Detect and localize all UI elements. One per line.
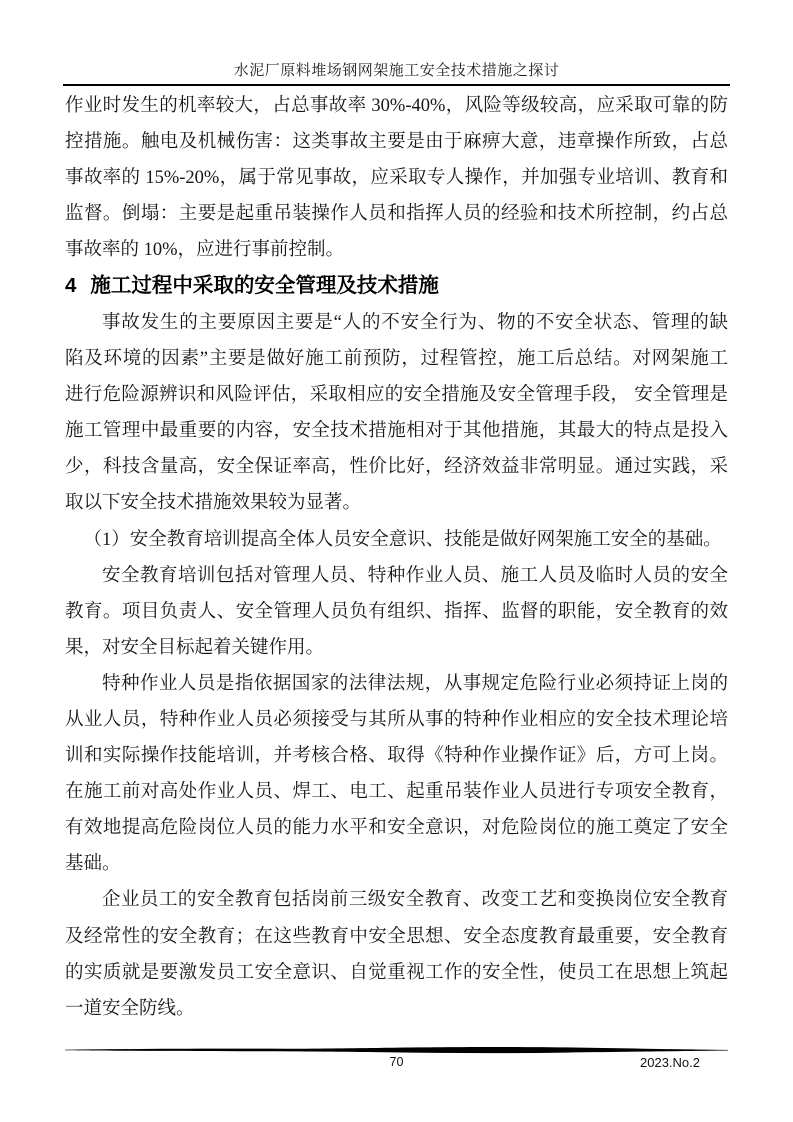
paragraph-line: 事故发生的主要原因主要是“人的不安全行为、物的不安全状态、管理的缺 [102,312,728,333]
section-heading [65,268,728,305]
paragraph-line: 少，科技含量高，安全保证率高，性价比好，经济效益非常明显。通过实践，采 [65,457,728,478]
heading-number: 4 [65,274,77,298]
paragraph-line: 事故率的 15%-20%，属于常见事故，应采取专人操作，并加强专业培训、教育和 [65,168,728,189]
paragraph-line: 事故率的 10%，应进行事前控制。 [65,240,345,261]
running-title: 水泥厂原料堆场钢网架施工安全技术措施之探讨 [233,63,560,79]
heading-text: 施工过程中采取的安全管理及技术措施 [90,274,439,298]
header-rule [63,84,730,86]
paragraph-line: 进行危险源辨识和风险评估，采取相应的安全措施及安全管理手段， 安全管理是 [65,385,728,406]
issue-number: 2023.No.2 [640,1055,700,1070]
paragraph-line: 基础。 [65,854,121,875]
paragraph-line: 监督。倒塌：主要是起重吊装操作人员和指挥人员的经验和技术所控制，约占总 [65,204,728,225]
paragraph-line: 果，对安全目标起着关键作用。 [65,637,325,658]
paragraph-line: 企业员工的安全教育包括岗前三级安全教育、改变工艺和变换岗位安全教育 [102,890,728,911]
paragraph-line: 作业时发生的机率较大，占总事故率 30%-40%，风险等级较高，应采取可靠的防 [65,96,728,116]
paragraph-line: 控措施。触电及机械伤害：这类事故主要是由于麻痹大意，违章操作所致，占总 [65,132,728,153]
paragraph-line: 及经常性的安全教育；在这些教育中安全思想、安全态度教育最重要，安全教育 [65,926,728,947]
paragraph-line: 训和实际操作技能培训，并考核合格、取得《特种作业操作证》后，方可上岗。 [65,746,728,767]
paragraph-line: 陷及环境的因素”主要是做好施工前预防，过程管控，施工后总结。对网架施工 [65,349,728,370]
paragraph-line: 的实质就是要激发员工安全意识、自觉重视工作的安全性，使员工在思想上筑起 [65,962,728,983]
paragraph-line: 教育。项目负责人、安全管理人员负有组织、指挥、监督的职能，安全教育的效 [65,601,728,622]
paragraph-line: 从业人员，特种作业人员必须接受与其所从事的特种作业相应的安全技术理论培 [65,710,728,730]
page-number: 70 [389,1055,404,1069]
paragraph-line: 在施工前对高处作业人员、焊工、电工、起重吊装作业人员进行专项安全教育， [65,782,728,803]
paragraph-line: 取以下安全技术措施效果较为显著。 [65,493,362,514]
footer-rule [65,1046,728,1055]
paragraph-line: 有效地提高危险岗位人员的能力水平和安全意识，对危险岗位的施工奠定了安全 [65,818,728,839]
body-flow [65,88,728,1027]
paragraph-line: 一道安全防线。 [65,998,195,1019]
paragraph-line: （1）安全教育培训提高全体人员安全意识、技能是做好网架施工安全的基础。 [83,529,722,550]
paragraph-line: 安全教育培训包括对管理人员、特种作业人员、施工人员及临时人员的安全 [102,565,728,586]
paragraph-line: 施工管理中最重要的内容，安全技术措施相对于其他措施，其最大的特点是投入 [65,421,728,442]
paragraph-line: 特种作业人员是指依据国家的法律法规，从事规定危险行业必须持证上岗的 [102,673,728,694]
